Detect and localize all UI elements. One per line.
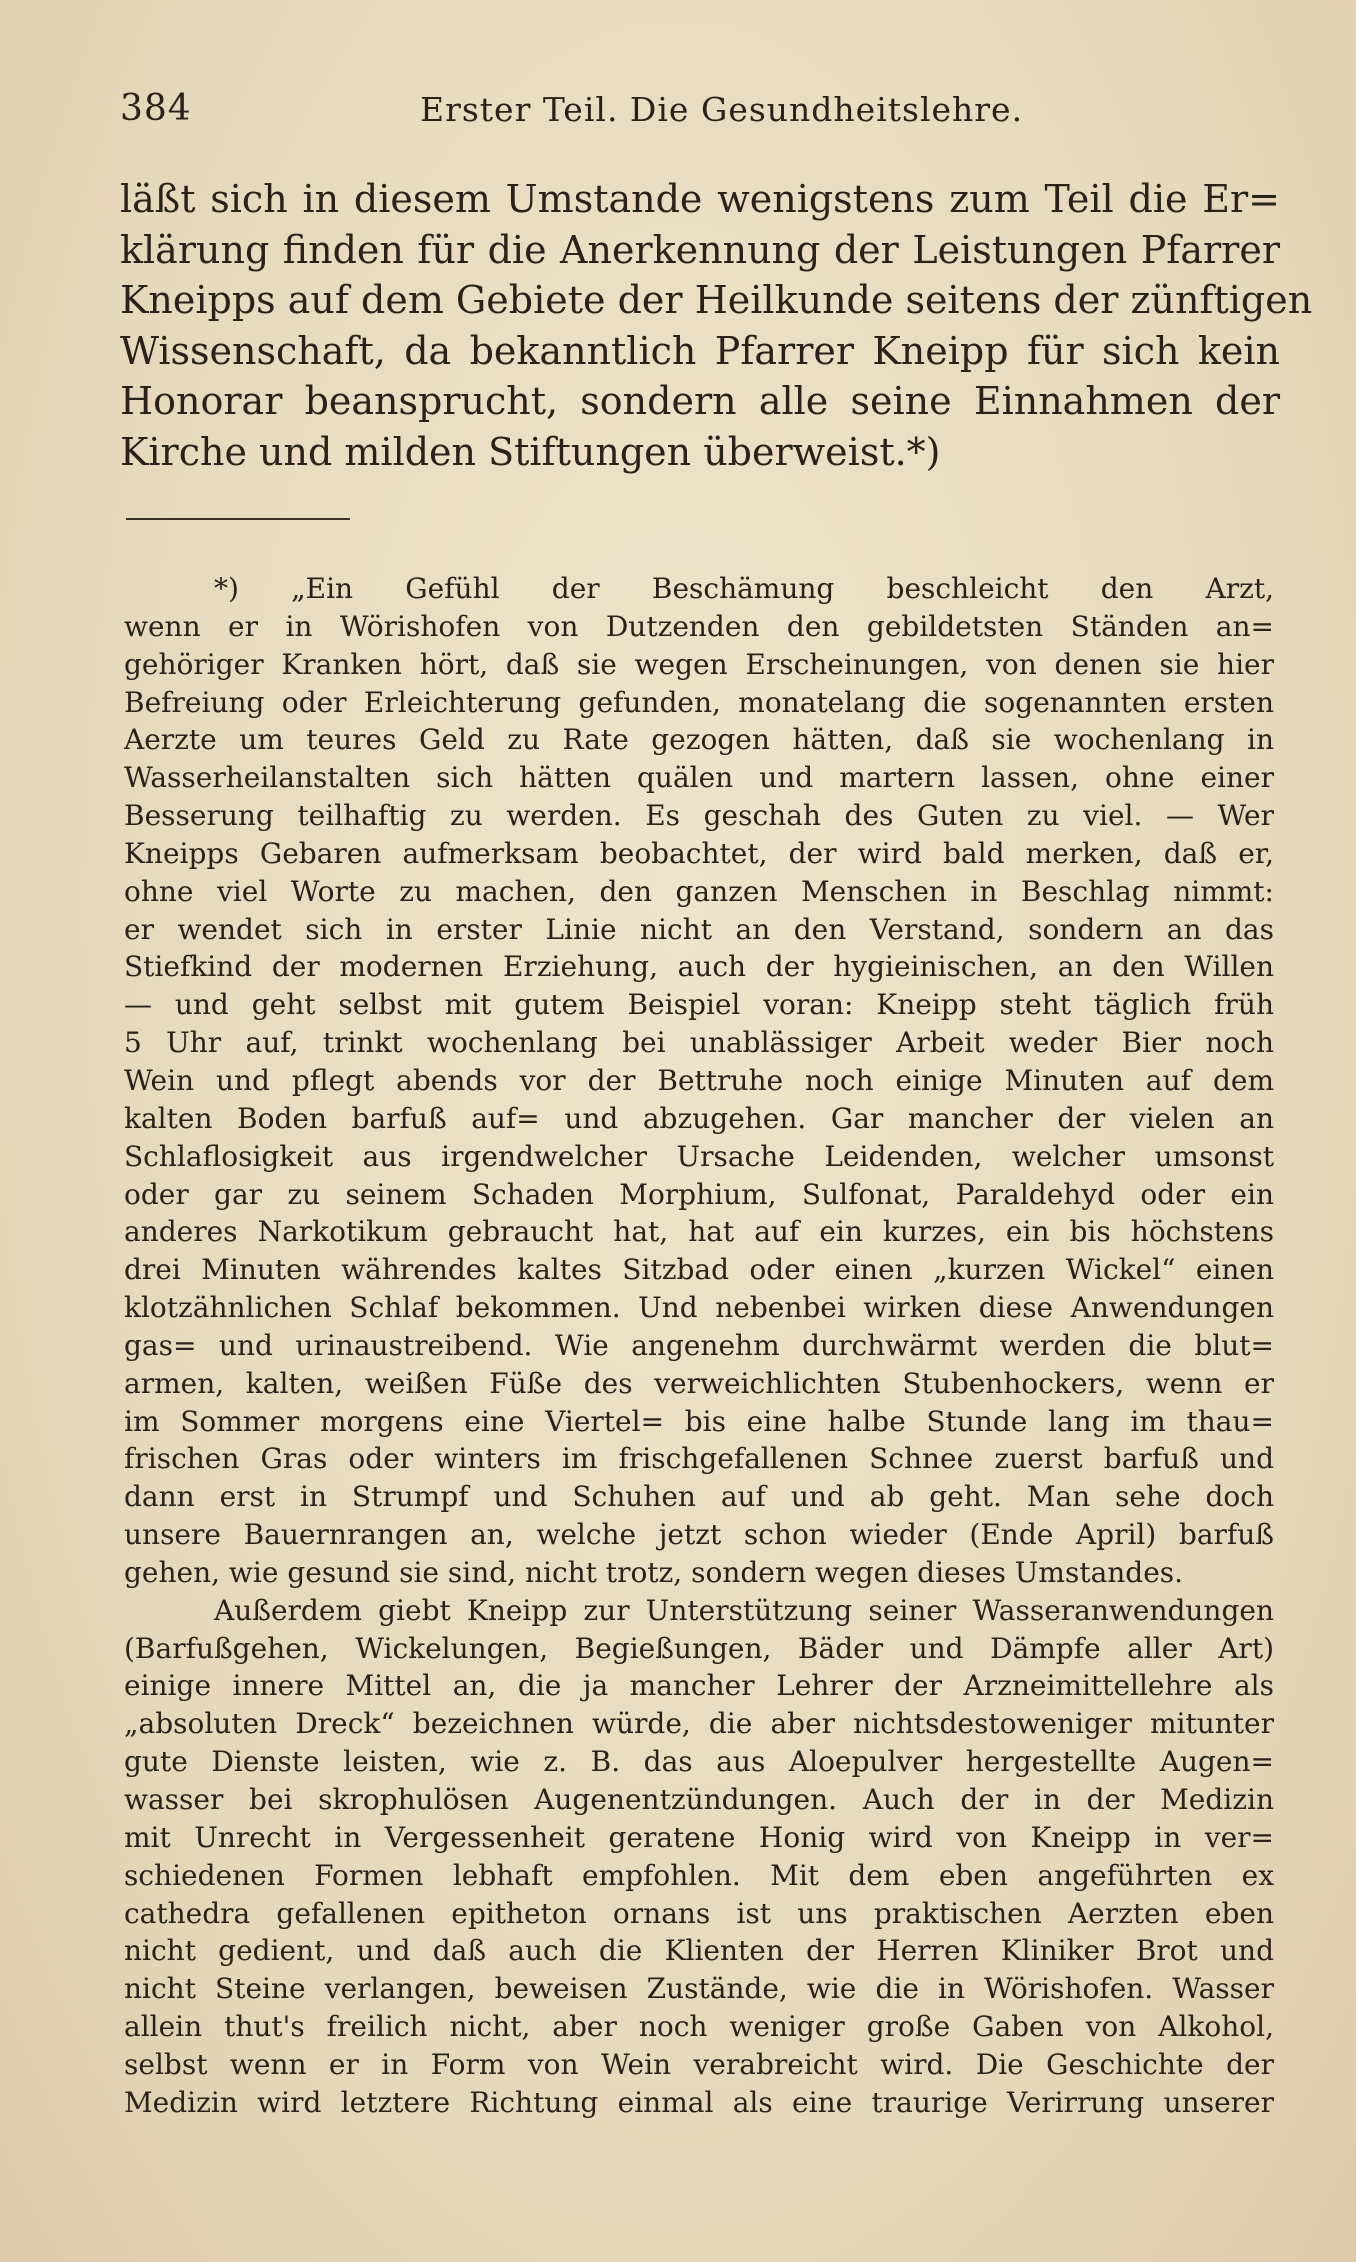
footnote-line: klotzähnlichen Schlaf bekommen. Und nebenbei wirken diese Anwendungen (124, 1291, 1274, 1325)
page-number: 384 (120, 88, 192, 129)
footnote-line: nicht Steine verlangen, beweisen Zustände, wie die in Wörishofen. Wasser (124, 1972, 1274, 2006)
footnote-line: (Barfußgehen, Wickelungen, Begießungen, Bäder und Dämpfe aller Art) (124, 1631, 1274, 1665)
main-text-line: Honorar beansprucht, sondern alle seine Einnahmen der (120, 379, 1280, 423)
footnote-line: Schlaflosigkeit aus irgendwelcher Ursache Leidenden, welcher umsonst (124, 1139, 1274, 1173)
footnote-line: Medizin wird letztere Richtung einmal als eine traurige Verirrung unserer (124, 2085, 1274, 2119)
footnote-line: unsere Bauernrangen an, welche jetzt schon wieder (Ende April) barfuß (124, 1518, 1274, 1552)
footnote-line: gas= und urinaustreibend. Wie angenehm durchwärmt werden die blut= (124, 1328, 1274, 1362)
footnote-line: Befreiung oder Erleichterung gefunden, monatelang die sogenannten ersten (124, 685, 1274, 719)
running-title: Erster Teil. Die Gesundheitslehre. (420, 90, 1024, 129)
footnote-line: schiedenen Formen lebhaft empfohlen. Mit dem eben angeführten ex (124, 1858, 1274, 1892)
main-text-line: Kneipps auf dem Gebiete der Heilkunde seitens der zünftigen (120, 278, 1313, 322)
footnote-line: Außerdem giebt Kneipp zur Unterstützung seiner Wasseranwendungen (214, 1593, 1274, 1627)
footnote-line: anderes Narkotikum gebraucht hat, hat auf ein kurzes, ein bis höchstens (124, 1215, 1274, 1249)
footnote-line: „absoluten Dreck“ bezeichnen würde, die aber nichtsdestoweniger mitunter (124, 1707, 1274, 1741)
footnote-divider (126, 518, 350, 520)
footnote-line: allein thut's freilich nicht, aber noch weniger große Gaben von Alkohol, (124, 2010, 1274, 2044)
main-text-line: läßt sich in diesem Umstande wenigstens zum Teil die Er= (120, 177, 1280, 221)
footnote-line: drei Minuten währendes kaltes Sitzbad oder einen „kurzen Wickel“ einen (124, 1253, 1274, 1287)
footnote-line: ohne viel Worte zu machen, den ganzen Menschen in Beschlag nimmt: (124, 874, 1274, 908)
footnote-line: Wein und pflegt abends vor der Bettruhe noch einige Minuten auf dem (124, 1063, 1274, 1097)
footnote-line: oder gar zu seinem Schaden Morphium, Sulfonat, Paraldehyd oder ein (124, 1177, 1274, 1211)
footnote-line: dann erst in Strumpf und Schuhen auf und ab geht. Man sehe doch (124, 1480, 1274, 1514)
footnote-line: Kneipps Gebaren aufmerksam beobachtet, der wird bald merken, daß er, (124, 836, 1274, 870)
main-text-line: klärung finden für die Anerkennung der Leistungen Pfarrer (120, 227, 1280, 272)
footnote (124, 570, 1274, 2122)
footnote-line: einige innere Mittel an, die ja mancher Lehrer der Arzneimittellehre als (124, 1669, 1274, 1703)
footnote-line: cathedra gefallenen epitheton ornans ist uns praktischen Aerzten eben (124, 1896, 1274, 1930)
footnote-line: kalten Boden barfuß auf= und abzugehen. Gar mancher der vielen an (124, 1101, 1274, 1135)
footnote-line: Wasserheilanstalten sich hätten quälen und martern lassen, ohne einer (124, 761, 1274, 795)
footnote-line: *) „Ein Gefühl der Beschämung beschleicht den Arzt, (214, 572, 1274, 605)
footnote-line: Besserung teilhaftig zu werden. Es geschah des Guten zu viel. — Wer (124, 799, 1274, 833)
footnote-line: nicht gedient, und daß auch die Klienten der Herren Kliniker Brot und (124, 1934, 1274, 1968)
footnote-line: wasser bei skrophulösen Augenentzündungen. Auch der in der Medizin (124, 1783, 1274, 1816)
footnote-line: selbst wenn er in Form von Wein verabreicht wird. Die Geschichte der (124, 2047, 1274, 2081)
footnote-line: gehen, wie gesund sie sind, nicht trotz, sondern wegen dieses Umstandes. (124, 1555, 1184, 1589)
main-text-line: Kirche und milden Stiftungen überweist.*) (120, 429, 941, 474)
footnote-line: gute Dienste leisten, wie z. B. das aus Aloepulver hergestellte Augen= (124, 1745, 1274, 1779)
running-header (120, 88, 1280, 138)
footnote-line: armen, kalten, weißen Füße des verweichlichten Stubenhockers, wenn er (124, 1366, 1274, 1400)
footnote-line: Stiefkind der modernen Erziehung, auch der hygieinischen, an den Willen (124, 950, 1274, 984)
footnote-line: 5 Uhr auf, trinkt wochenlang bei unablässiger Arbeit weder Bier noch (124, 1026, 1274, 1060)
footnote-line: im Sommer morgens eine Viertel= bis eine halbe Stunde lang im thau= (124, 1404, 1274, 1438)
footnote-line: Aerzte um teures Geld zu Rate gezogen hätten, daß sie wochenlang in (124, 723, 1274, 757)
footnote-line: frischen Gras oder winters im frischgefallenen Schnee zuerst barfuß und (124, 1442, 1274, 1476)
main-paragraph (120, 174, 1313, 477)
main-text-line: Wissenschaft, da bekanntlich Pfarrer Kneipp für sich kein (120, 328, 1280, 373)
footnote-line: wenn er in Wörishofen von Dutzenden den gebildetsten Ständen an= (124, 609, 1274, 643)
footnote-line: — und geht selbst mit gutem Beispiel voran: Kneipp steht täglich früh (124, 988, 1274, 1022)
footnote-line: mit Unrecht in Vergessenheit geratene Honig wird von Kneipp in ver= (124, 1820, 1274, 1854)
footnote-line: gehöriger Kranken hört, daß sie wegen Erscheinungen, von denen sie hier (124, 647, 1274, 681)
footnote-line: er wendet sich in erster Linie nicht an den Verstand, sondern an das (124, 912, 1274, 946)
